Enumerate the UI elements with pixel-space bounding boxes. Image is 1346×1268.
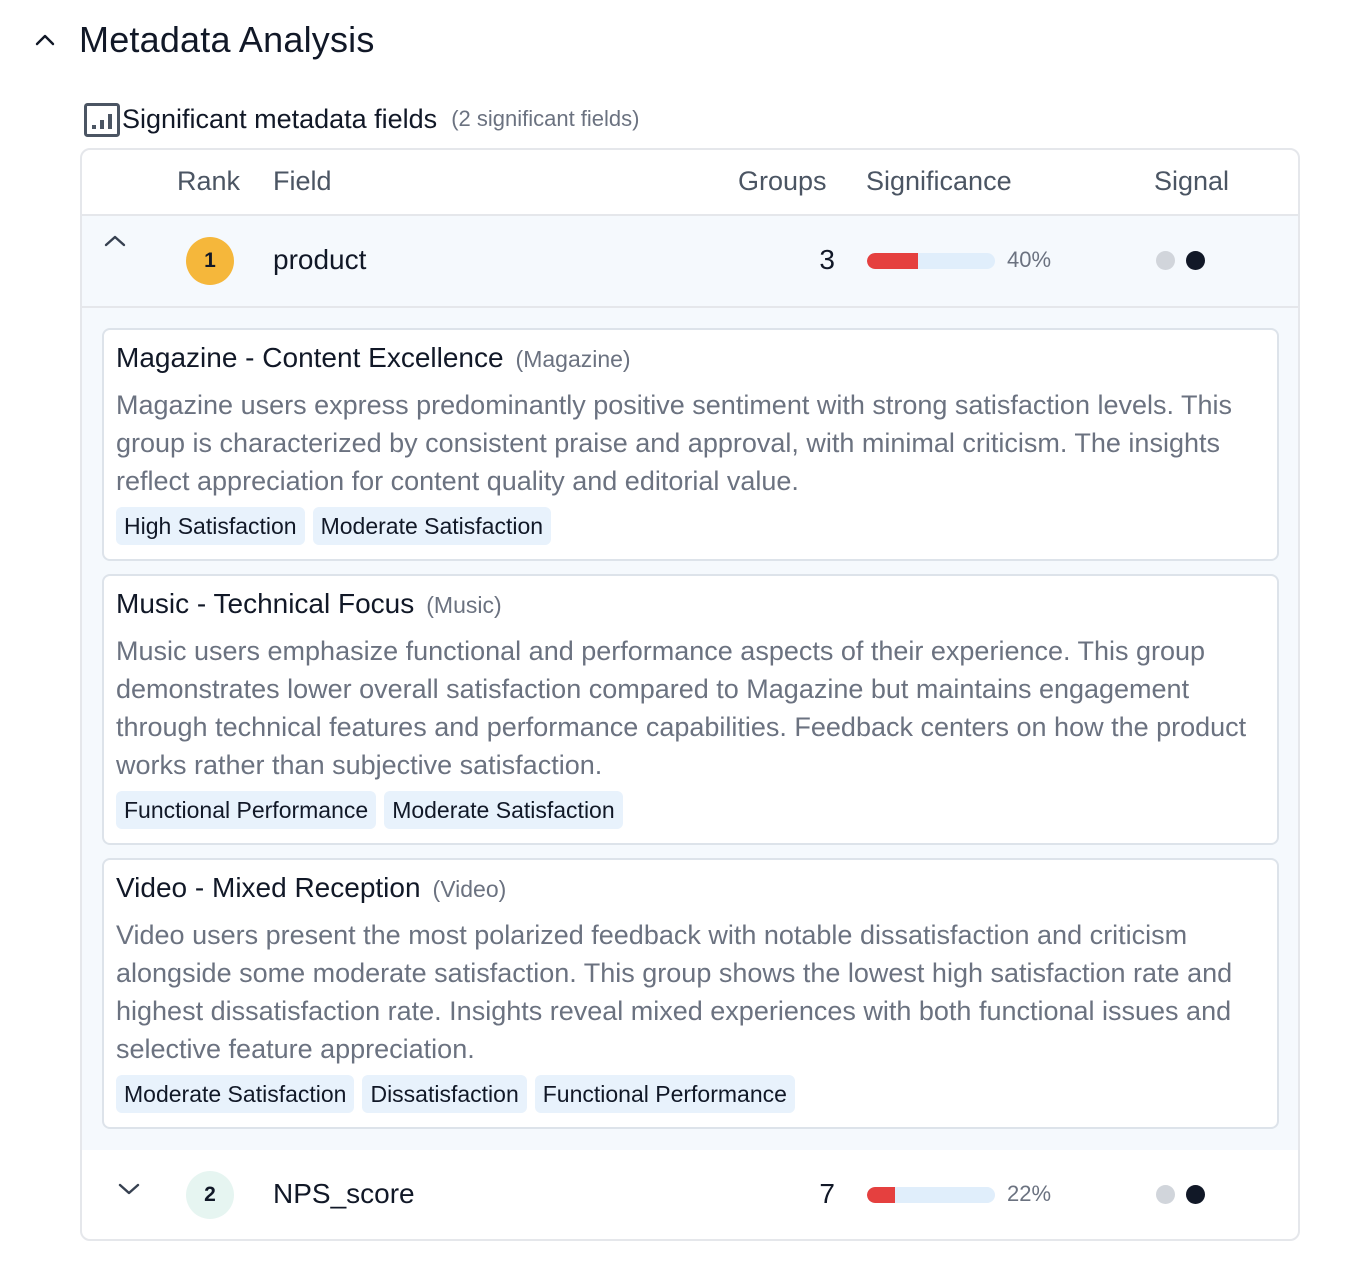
group-card — [102, 574, 1279, 845]
significant-fields-count: (2 significant fields) — [451, 106, 640, 131]
chevron-up-icon[interactable] — [30, 25, 60, 55]
expanded-groups — [82, 308, 1298, 1150]
signal-dot-light — [1156, 1185, 1175, 1204]
tag: High Satisfaction — [116, 507, 305, 545]
header-signal: Signal — [1154, 166, 1230, 196]
group-title: Music - Technical Focus — [116, 588, 415, 619]
group-card — [102, 328, 1279, 561]
group-key: (Magazine) — [515, 346, 631, 372]
signal-dot-dark — [1186, 251, 1205, 270]
significance-fill — [867, 253, 918, 269]
bar-chart-icon — [84, 101, 120, 137]
tag: Functional Performance — [116, 791, 376, 829]
tag-list — [116, 791, 1265, 829]
header-groups: Groups — [738, 166, 827, 196]
signal-dot-light — [1156, 251, 1175, 270]
significance-fill — [867, 1187, 895, 1203]
group-card — [102, 858, 1279, 1129]
significant-fields-title: Significant metadata fields — [122, 103, 438, 134]
tag: Moderate Satisfaction — [313, 507, 551, 545]
group-key: (Music) — [426, 592, 502, 618]
group-title: Magazine - Content Excellence — [116, 342, 504, 373]
significance-percent: 40% — [1007, 247, 1052, 272]
field-name[interactable]: product — [273, 244, 367, 275]
chevron-up-icon[interactable] — [98, 224, 132, 258]
tag-list — [116, 1075, 1265, 1113]
tag: Moderate Satisfaction — [384, 791, 622, 829]
groups-count: 7 — [819, 1178, 835, 1209]
table-row[interactable] — [82, 216, 1298, 308]
table-header — [82, 150, 1298, 216]
header-significance: Significance — [866, 166, 1012, 196]
significance-bar — [867, 1187, 995, 1203]
chevron-down-icon[interactable] — [112, 1172, 146, 1206]
field-name[interactable]: NPS_score — [273, 1178, 415, 1209]
significance-percent: 22% — [1007, 1181, 1052, 1206]
rank-badge: 2 — [186, 1171, 234, 1219]
group-title: Video - Mixed Reception — [116, 872, 421, 903]
signal-dot-dark — [1186, 1185, 1205, 1204]
metadata-fields-table — [80, 148, 1300, 1241]
rank-badge: 1 — [186, 237, 234, 285]
table-row[interactable] — [82, 1150, 1298, 1241]
group-description: Video users present the most polarized feedback with notable dissatisfaction and criticism alongside some moderate satisfaction. This group shows the lowest high satisfaction rate and highest dissatisfaction rate. Insights reveal mixed experiences with both functional issues and selective feature appreciation. — [116, 920, 1233, 1064]
header-rank: Rank — [177, 166, 241, 196]
tag-list — [116, 507, 1265, 545]
groups-count: 3 — [819, 244, 835, 275]
tag: Functional Performance — [535, 1075, 795, 1113]
tag: Dissatisfaction — [362, 1075, 526, 1113]
group-description: Magazine users express predominantly positive sentiment with strong satisfaction levels. This group is characterized by consistent praise and approval, with minimal criticism. The insights reflect appreciation for content quality and editorial value. — [116, 390, 1233, 496]
section-header — [30, 14, 375, 66]
significant-fields-header — [84, 96, 640, 142]
tag: Moderate Satisfaction — [116, 1075, 354, 1113]
section-title: Metadata Analysis — [79, 19, 375, 60]
significance-bar — [867, 253, 995, 269]
group-description: Music users emphasize functional and performance aspects of their experience. This group demonstrates lower overall satisfaction compared to Magazine but maintains engagement through technical features and performance capabilities. Feedback centers on how the product works rather than subjective satisfaction. — [116, 636, 1247, 780]
group-key: (Video) — [432, 876, 507, 902]
header-field: Field — [273, 166, 332, 196]
